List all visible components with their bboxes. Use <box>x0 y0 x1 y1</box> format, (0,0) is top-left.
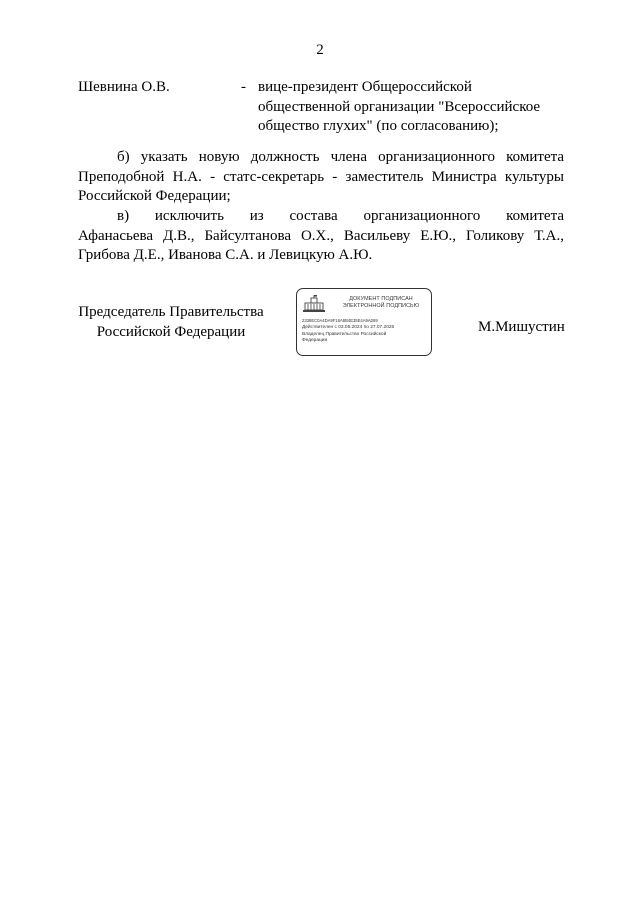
stamp-owner-line: Владелец Правительство Российской <box>302 332 387 337</box>
government-building-icon <box>302 295 326 313</box>
paragraph-v-line: Грибова Д.Е., Иванова С.А. и Левицкую А.Ю. <box>78 247 373 263</box>
member-role-line: вице-президент Общероссийской <box>258 79 472 95</box>
stamp-serial: 2338EC0A4DA9F18A8B4E35E4A9A069 <box>302 318 378 323</box>
paragraph-b-line: Преподобной Н.А. - статс-секретарь - заместитель Министра культуры <box>78 168 564 185</box>
stamp-owner <box>302 332 386 344</box>
electronic-signature-stamp <box>296 288 432 356</box>
member-role-line: общество глухих" (по согласованию); <box>258 118 499 134</box>
stamp-title-line: ДОКУМЕНТ ПОДПИСАН <box>349 296 413 302</box>
paragraph-b <box>78 148 564 207</box>
member-role <box>258 78 558 137</box>
signatory-title-line: Российской Федерации <box>96 323 246 340</box>
stamp-title-line: ЭЛЕКТРОННОЙ ПОДПИСЬЮ <box>342 303 420 309</box>
paragraph-v-line: в) исключить из состава организационного комитета <box>117 208 564 224</box>
member-dash: - <box>241 79 246 95</box>
stamp-owner-line: Федерации <box>302 338 328 343</box>
signatory-title-line: Председатель Правительства <box>78 304 264 320</box>
signatory-title <box>78 303 264 342</box>
member-role-line: общественной организации "Всероссийское <box>258 98 541 115</box>
paragraph-b-line: б) указать новую должность члена организационного комитета <box>117 149 564 165</box>
stamp-title <box>333 296 429 310</box>
paragraph-b-line: Российской Федерации; <box>78 188 231 204</box>
stamp-validity: Действителен с 03.05.2024 по 27.07.2025 <box>302 325 395 330</box>
member-name: Шевнина О.В. <box>78 79 170 95</box>
paragraph-v <box>78 207 564 266</box>
signatory-name: М.Мишустин <box>478 319 565 335</box>
page-number: 2 <box>316 42 324 58</box>
paragraph-v-line: Афанасьева Д.В., Байсултанова О.Х., Васильеву Е.Ю., Голикову Т.А., <box>78 227 564 244</box>
